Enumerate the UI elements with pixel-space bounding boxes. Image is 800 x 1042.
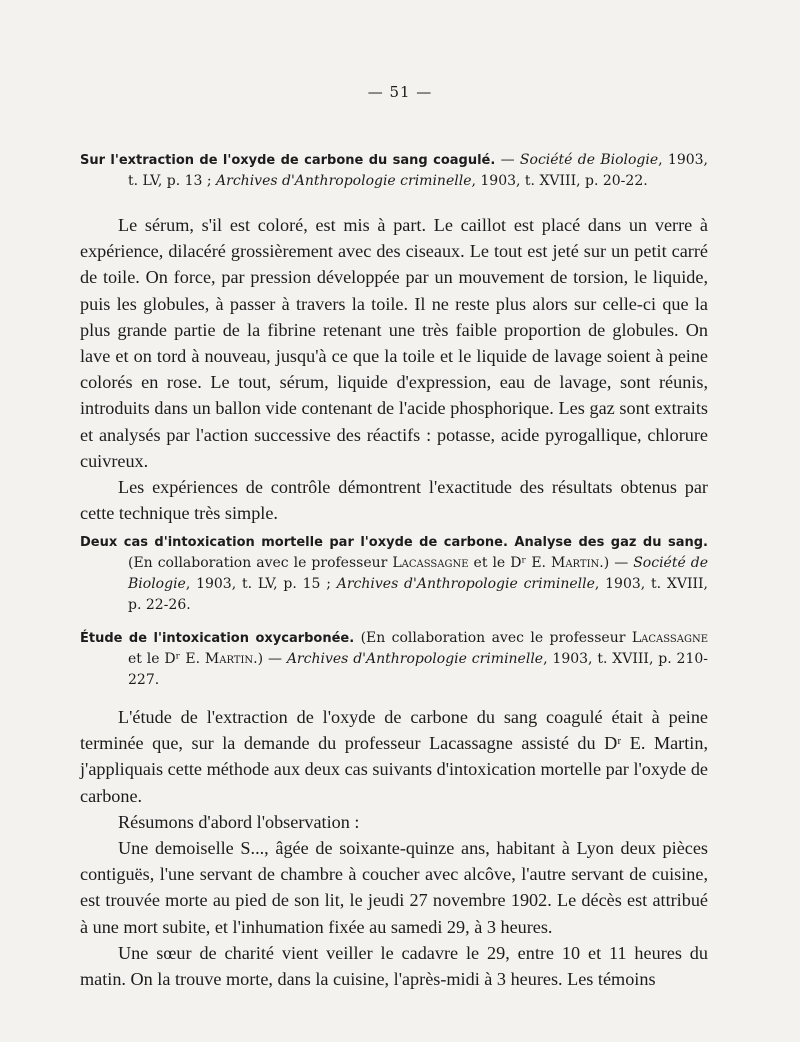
reference-title: Sur l'extraction de l'oxyde de carbone du sang coagulé. <box>80 153 496 168</box>
reference-title: Deux cas d'intoxication mortelle par l'oxyde de carbone. Analyse des gaz du sang. <box>80 535 708 550</box>
reference-text: Étude de l'intoxication oxycarbonée. (En collaboration avec le professeur Lacassagne et le Dʳ E. Martin.) — Archives d'Anthropologie criminelle, 1903, t. XVIII, p. 210-227. <box>80 630 708 688</box>
paragraph: Une sœur de charité vient veiller le cadavre le 29, entre 10 et 11 heures du matin. On la trouve morte, dans la cuisine, l'après-midi à 3 heures. Les témoins <box>80 942 708 990</box>
section-body-1 <box>80 212 708 526</box>
paragraph: Les expériences de contrôle démontrent l'exactitude des résultats obtenus par cette technique très simple. <box>80 477 708 524</box>
author-name: Lacassagne <box>631 630 708 646</box>
reference-text: Deux cas d'intoxication mortelle par l'oxyde de carbone. Analyse des gaz du sang. (En collaboration avec le professeur Lacassagne et le Dʳ E. Martin.) — Société de Biologie, 1903, t. LV, p. 15 ; Archives d'Anthropologie criminelle, 1903, t. XVIII, p. 22-26. <box>80 535 709 613</box>
reference-text: Sur l'extraction de l'oxyde de carbone du sang coagulé. — Société de Biologie, 1903, t. LV, p. 13 ; Archives d'Anthropologie criminelle, 1903, t. XVIII, p. 20-22. <box>80 152 708 189</box>
author-name: Lacassagne <box>392 555 469 571</box>
section-body-2 <box>80 704 708 992</box>
page-number: — 51 — <box>367 83 433 101</box>
reference-etude <box>80 628 708 691</box>
paragraph: Le sérum, s'il est coloré, est mis à part. Le caillot est placé dans un verre à expérience, dilacéré grossièrement avec des ciseaux. Le tout est jeté sur un petit carré de toile. On force, par pression développée par un mouvement de torsion, le liquide, puis les globules, à passer à travers la toile. Il ne reste plus alors sur celle-ci que la plus grande partie de la fibrine retenant une très faible proportion de globules. On lave et on tord à nouveau, jusqu'à ce que la toile et le liquide de lavage soient à peine colorés en rose. Le tout, sérum, liquide d'expression, eau de lavage, sont réunis, introduits dans un ballon vide contenant de l'acide phosphorique. Les gaz sont extraits et analysés par l'action successive des réactifs : potasse, acide pyrogallique, chlorure cuivreux. <box>80 215 708 471</box>
journal-name: Archives d'Anthropologie criminelle <box>286 651 544 667</box>
journal-name: Société de Biologie <box>128 555 709 592</box>
author-name: Martin <box>204 651 254 667</box>
author-name: Martin <box>551 555 600 571</box>
reference-deux-cas <box>80 532 708 616</box>
journal-name: Société de Biologie <box>519 152 659 168</box>
journal-name: Archives d'Anthropologie criminelle <box>216 173 472 189</box>
reference-title: Étude de l'intoxication oxycarbonée. <box>80 631 355 646</box>
journal-name: Archives d'Anthropologie criminelle <box>336 576 595 592</box>
reference-extraction <box>80 150 708 192</box>
paragraph: L'étude de l'extraction de l'oxyde de carbone du sang coagulé était à peine terminée que, sur la demande du professeur Lacassagne assisté du Dʳ E. Martin, j'appliquais cette méthode aux deux cas suivants d'intoxication mortelle par l'oxyde de carbone. <box>80 707 708 806</box>
paragraph: Résumons d'abord l'observation : <box>118 811 360 832</box>
paragraph: Une demoiselle S..., âgée de soixante-quinze ans, habitant à Lyon deux pièces contiguës, l'une servant de chambre à coucher avec alcôve, l'autre servant de cuisine, est trouvée morte au pied de son lit, le jeudi 27 novembre 1902. Le décès est attribué à une mort subite, et l'inhumation fixée au samedi 29, à 3 heures. <box>80 838 708 937</box>
